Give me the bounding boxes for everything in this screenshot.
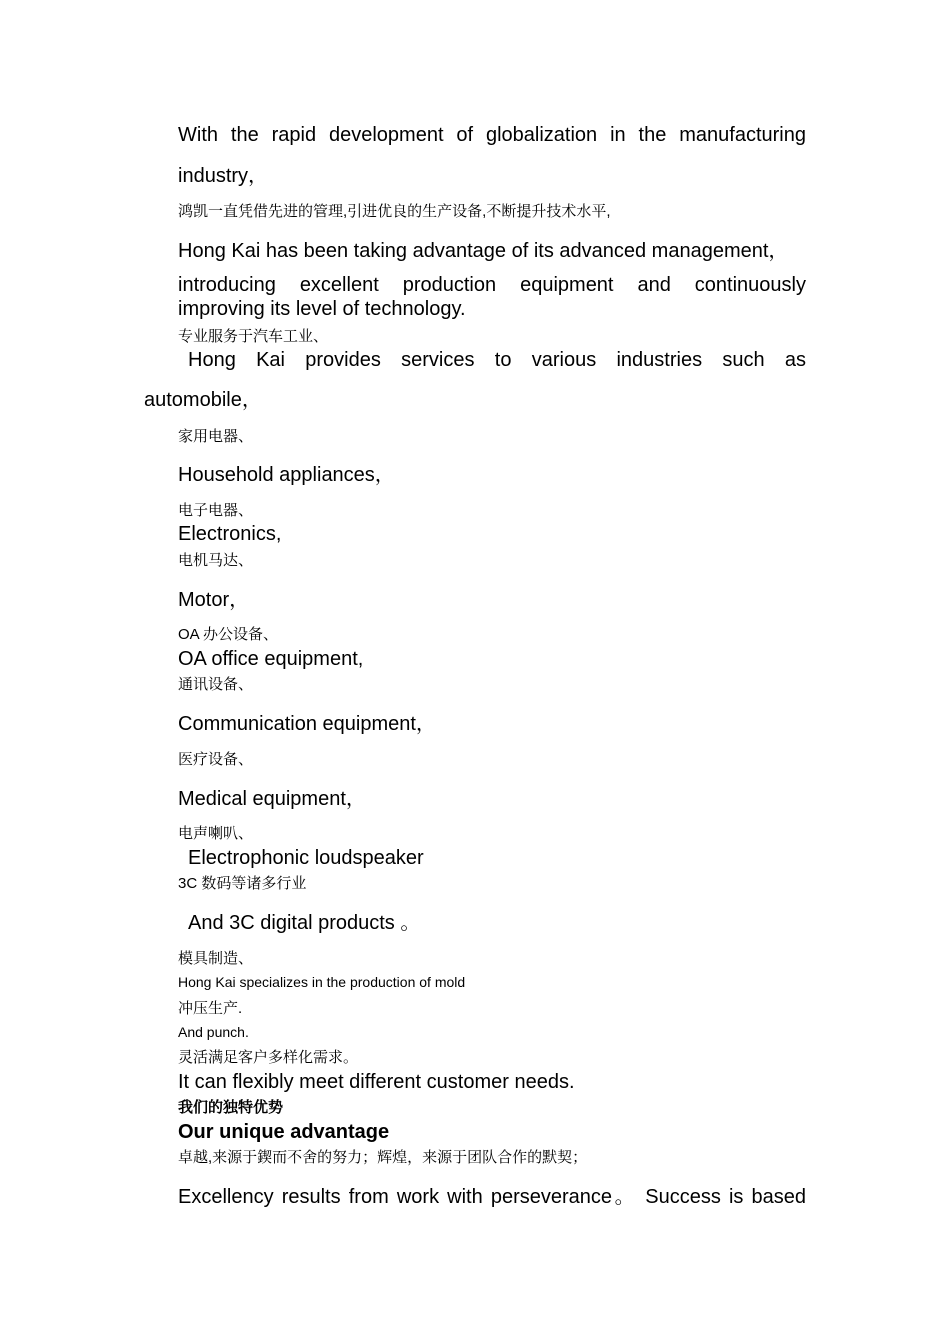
electronics-en: Electronics, (178, 523, 282, 545)
punch-en: And punch. (178, 1024, 249, 1040)
motor-zh: 电机马达、 (178, 552, 254, 569)
needs-zh: 灵活满足客户多样化需求。 (178, 1049, 359, 1066)
management-en-line-1: Hong Kai has been taking advantage of its advanced management， (178, 240, 789, 262)
mold-en: Hong Kai specializes in the production of mold (178, 974, 466, 990)
automotive-zh: 专业服务于汽车工业、 (178, 328, 329, 345)
advantage-heading-zh: 我们的独特优势 (178, 1099, 284, 1116)
management-zh: 鸿凯一直凭借先进的管理,引进优良的生产设备,不断提升技术水平, (178, 203, 611, 220)
punch-zh: 冲压生产. (178, 1000, 243, 1017)
automotive-en-line-2: automobile， (144, 389, 262, 411)
digital-en: And 3C digital products 。 (188, 912, 421, 934)
needs-en: It can flexibly meet different customer needs. (178, 1071, 575, 1093)
oa-zh: OA 办公设备、 (178, 626, 279, 643)
oa-en: OA office equipment, (178, 648, 364, 670)
communication-en: Communication equipment， (178, 713, 436, 735)
electronics-zh: 电子电器、 (178, 502, 254, 519)
communication-zh: 通讯设备、 (178, 676, 254, 693)
household-zh: 家用电器、 (178, 428, 254, 445)
excellence-zh: 卓越,来源于鍥而不舍的努力；辉煌，来源于团队合作的默契； (178, 1149, 588, 1166)
management-en-line-3: improving its level of technology. (178, 298, 466, 320)
intro-line-2: industry， (178, 165, 269, 187)
management-en-line-2: introducing excellent production equipment and continuously (178, 274, 806, 296)
mold-zh: 模具制造、 (178, 950, 254, 967)
loudspeaker-zh: 电声喇叭、 (178, 825, 254, 842)
intro-line-1: With the rapid development of globalization in the manufacturing (178, 124, 806, 146)
digital-zh: 3C 数码等诸多行业 (178, 875, 307, 892)
household-en: Household appliances， (178, 464, 395, 486)
loudspeaker-en: Electrophonic loudspeaker (188, 847, 424, 869)
medical-en: Medical equipment， (178, 788, 366, 810)
medical-zh: 医疗设备、 (178, 751, 254, 768)
excellence-en: Excellency results from work with perseverance。 Success is based (178, 1186, 806, 1208)
advantage-heading-en: Our unique advantage (178, 1121, 390, 1143)
motor-en: Motor， (178, 589, 250, 611)
automotive-en-line-1: Hong Kai provides services to various industries such as (188, 349, 806, 371)
